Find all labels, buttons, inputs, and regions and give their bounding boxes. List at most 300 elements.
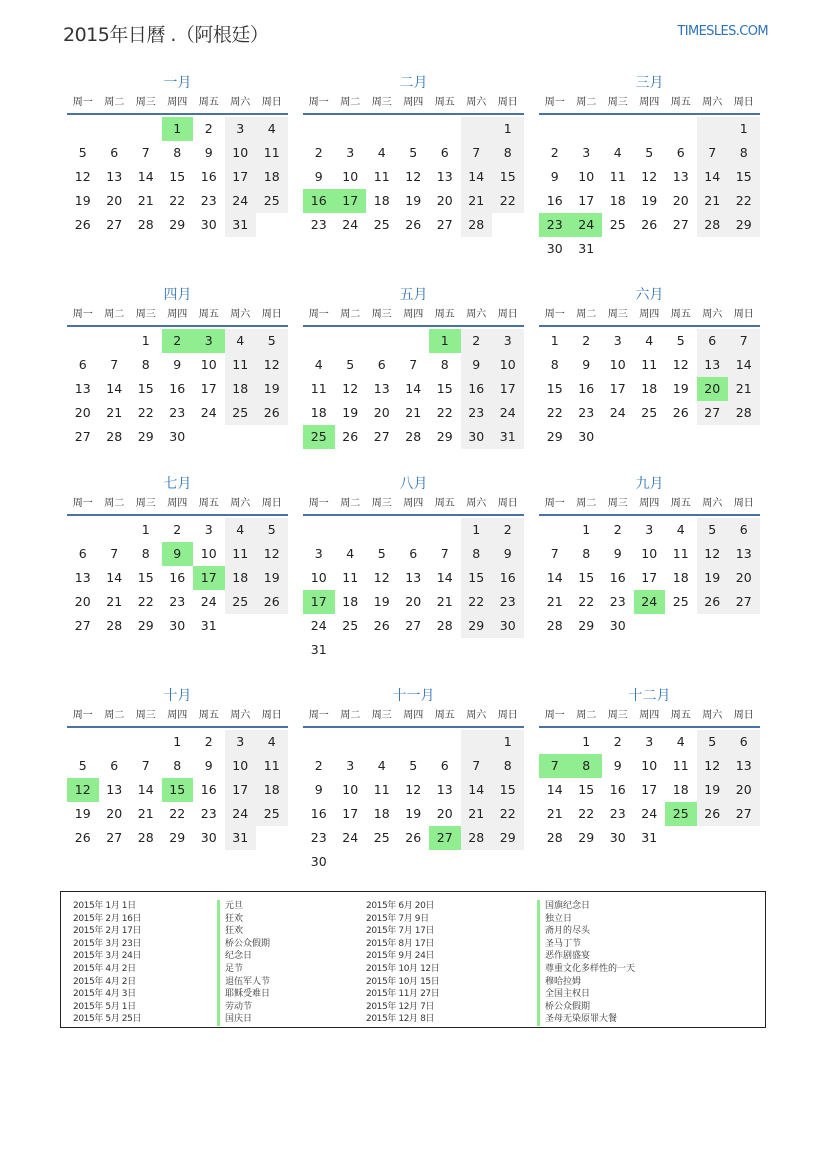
weekday-label: 周五 <box>434 309 455 320</box>
holiday-name: 狂欢 <box>225 913 244 924</box>
empty-cell <box>429 518 461 542</box>
day-cell: 5 <box>256 329 288 353</box>
empty-cell <box>539 730 571 754</box>
month-calendar <box>303 474 524 662</box>
day-cell: 5 <box>78 145 87 160</box>
day-cell: 18 <box>256 778 288 802</box>
day-cell: 26 <box>697 590 729 614</box>
day-cell: 3 <box>225 730 257 754</box>
day-cell: 4 <box>377 758 386 773</box>
day-cell: 14 <box>137 782 154 797</box>
holiday-name: 恶作剧盛宴 <box>545 951 591 962</box>
weekday-label: 周日 <box>733 498 754 509</box>
weekday-label: 周三 <box>135 309 156 320</box>
holiday-name: 纪念日 <box>225 951 253 962</box>
weekday-label: 周一 <box>72 498 93 509</box>
holiday-date: 2015年 3月 24日 <box>73 951 142 962</box>
empty-cell <box>335 730 367 754</box>
day-cell: 27 <box>672 217 689 232</box>
day-cell: 29 <box>728 213 760 237</box>
weekday-label: 周五 <box>434 498 455 509</box>
day-cell: 13 <box>74 570 91 585</box>
day-cell: 31 <box>225 826 257 850</box>
weekday-label: 周五 <box>670 498 691 509</box>
empty-cell <box>429 730 461 754</box>
day-cell: 29 <box>169 217 186 232</box>
month-calendar <box>539 285 760 449</box>
day-cell: 11 <box>373 169 390 184</box>
day-cell: 11 <box>225 353 257 377</box>
month-title: 十一月 <box>392 688 435 704</box>
day-cell: 29 <box>137 618 154 633</box>
day-cell: 22 <box>169 806 186 821</box>
day-cell: 31 <box>578 241 595 256</box>
day-cell: 21 <box>106 405 123 420</box>
empty-cell <box>398 117 430 141</box>
day-cell: 3 <box>346 758 355 773</box>
empty-cell <box>335 518 367 542</box>
holiday-name: 独立日 <box>545 913 573 924</box>
holiday-name: 圣马丁节 <box>545 938 582 949</box>
weekday-label: 周四 <box>403 498 424 509</box>
day-cell: 17 <box>200 381 217 396</box>
weekday-label: 周二 <box>104 498 125 509</box>
holiday-day-cell: 24 <box>571 213 603 237</box>
day-cell: 28 <box>728 401 760 425</box>
holiday-day-cell: 17 <box>193 566 225 590</box>
holiday-name: 尊重文化多样性的一天 <box>545 963 636 974</box>
day-cell: 22 <box>137 594 154 609</box>
day-cell: 26 <box>641 217 658 232</box>
weekday-label: 周四 <box>639 97 660 108</box>
days-grid <box>303 516 524 662</box>
day-cell: 15 <box>137 381 154 396</box>
day-cell: 21 <box>728 377 760 401</box>
day-cell: 5 <box>377 546 386 561</box>
holiday-name: 圣母无染原罪大餐 <box>545 1014 618 1025</box>
day-cell: 8 <box>492 141 524 165</box>
day-cell: 11 <box>256 754 288 778</box>
day-cell: 23 <box>492 590 524 614</box>
day-cell: 18 <box>672 570 689 585</box>
day-cell: 19 <box>697 566 729 590</box>
holiday-day-cell: 16 <box>303 189 335 213</box>
day-cell: 16 <box>492 566 524 590</box>
day-cell: 12 <box>672 357 689 372</box>
day-cell: 28 <box>546 830 563 845</box>
day-cell: 27 <box>74 618 91 633</box>
day-cell: 18 <box>256 165 288 189</box>
day-cell: 17 <box>609 381 626 396</box>
day-cell: 23 <box>461 401 493 425</box>
weekday-header <box>539 93 760 115</box>
weekday-label: 周二 <box>104 97 125 108</box>
day-cell: 19 <box>405 193 422 208</box>
day-cell: 25 <box>342 618 359 633</box>
holiday-date: 2015年 10月 15日 <box>366 976 440 987</box>
day-cell: 25 <box>256 802 288 826</box>
day-cell: 20 <box>405 594 422 609</box>
day-cell: 9 <box>314 782 323 797</box>
day-cell: 23 <box>310 217 327 232</box>
holiday-day-cell: 1 <box>429 329 461 353</box>
page-title: 2015年日曆 .（阿根廷） <box>63 24 269 46</box>
month-calendar <box>67 73 288 237</box>
empty-cell <box>398 518 430 542</box>
holiday-day-cell: 7 <box>539 754 571 778</box>
empty-cell <box>697 117 729 141</box>
day-cell: 13 <box>436 169 453 184</box>
day-cell: 3 <box>346 145 355 160</box>
weekday-label: 周一 <box>72 710 93 721</box>
day-cell: 23 <box>609 594 626 609</box>
weekday-label: 周六 <box>230 309 251 320</box>
holiday-date: 2015年 1月 1日 <box>73 901 136 911</box>
day-cell: 17 <box>225 165 257 189</box>
empty-cell <box>303 117 335 141</box>
empty-cell <box>634 117 666 141</box>
holiday-day-cell: 25 <box>303 425 335 449</box>
day-cell: 15 <box>546 381 563 396</box>
day-cell: 5 <box>409 145 418 160</box>
day-cell: 30 <box>609 618 626 633</box>
weekday-label: 周一 <box>544 309 565 320</box>
holiday-dates-right <box>366 900 439 1026</box>
weekday-header <box>67 93 288 115</box>
weekday-label: 周四 <box>403 97 424 108</box>
day-cell: 3 <box>492 329 524 353</box>
day-cell: 31 <box>225 213 257 237</box>
holiday-date: 2015年 5月 1日 <box>73 1001 136 1012</box>
empty-cell <box>366 518 398 542</box>
weekday-label: 周一 <box>72 309 93 320</box>
day-cell: 1 <box>582 734 591 749</box>
weekday-label: 周三 <box>371 498 392 509</box>
day-cell: 15 <box>137 570 154 585</box>
day-cell: 4 <box>645 333 654 348</box>
day-cell: 18 <box>310 405 327 420</box>
day-cell: 19 <box>641 193 658 208</box>
day-cell: 4 <box>346 546 355 561</box>
day-cell: 9 <box>550 169 559 184</box>
day-cell: 8 <box>492 754 524 778</box>
day-cell: 22 <box>546 405 563 420</box>
weekday-label: 周六 <box>702 309 723 320</box>
empty-cell <box>99 730 131 754</box>
day-cell: 23 <box>578 405 595 420</box>
holiday-date: 2015年 12月 8日 <box>366 1014 435 1025</box>
holiday-date: 2015年 7月 9日 <box>366 913 429 924</box>
month-calendar <box>539 73 760 261</box>
day-cell: 4 <box>225 518 257 542</box>
day-cell: 26 <box>256 590 288 614</box>
weekday-label: 周三 <box>607 97 628 108</box>
site-link[interactable]: TIMESLES.COM <box>677 24 768 39</box>
day-cell: 16 <box>546 193 563 208</box>
day-cell: 29 <box>169 830 186 845</box>
day-cell: 14 <box>728 353 760 377</box>
day-cell: 3 <box>613 333 622 348</box>
day-cell: 19 <box>697 778 729 802</box>
weekday-label: 周一 <box>308 498 329 509</box>
day-cell: 18 <box>373 806 390 821</box>
day-cell: 2 <box>550 145 559 160</box>
day-cell: 13 <box>436 782 453 797</box>
day-cell: 23 <box>310 830 327 845</box>
day-cell: 17 <box>342 806 359 821</box>
day-cell: 21 <box>106 594 123 609</box>
day-cell: 14 <box>461 165 493 189</box>
day-cell: 26 <box>697 802 729 826</box>
weekday-label: 周三 <box>607 710 628 721</box>
day-cell: 24 <box>200 405 217 420</box>
day-cell: 1 <box>141 522 150 537</box>
day-cell: 24 <box>641 806 658 821</box>
holiday-day-cell: 25 <box>665 802 697 826</box>
weekday-label: 周四 <box>167 309 188 320</box>
empty-cell <box>303 518 335 542</box>
day-cell: 23 <box>609 806 626 821</box>
day-cell: 12 <box>405 169 422 184</box>
empty-cell <box>539 518 571 542</box>
day-cell: 23 <box>169 405 186 420</box>
day-cell: 11 <box>641 357 658 372</box>
day-cell: 20 <box>728 778 760 802</box>
day-cell: 4 <box>256 117 288 141</box>
day-cell: 21 <box>546 594 563 609</box>
day-cell: 26 <box>405 830 422 845</box>
empty-cell <box>539 117 571 141</box>
day-cell: 28 <box>461 213 493 237</box>
weekday-label: 周三 <box>371 97 392 108</box>
day-cell: 30 <box>546 241 563 256</box>
day-cell: 6 <box>377 357 386 372</box>
holiday-name: 足节 <box>225 963 244 974</box>
holiday-name: 元旦 <box>225 901 244 911</box>
day-cell: 6 <box>440 145 449 160</box>
day-cell: 2 <box>204 121 213 136</box>
empty-cell <box>303 329 335 353</box>
weekday-label: 周三 <box>135 710 156 721</box>
weekday-label: 周二 <box>340 97 361 108</box>
holiday-date: 2015年 7月 17日 <box>366 926 435 937</box>
day-cell: 25 <box>609 217 626 232</box>
weekday-label: 周日 <box>497 498 518 509</box>
day-cell: 18 <box>672 782 689 797</box>
day-cell: 25 <box>256 189 288 213</box>
day-cell: 19 <box>342 405 359 420</box>
day-cell: 23 <box>200 806 217 821</box>
weekday-label: 周三 <box>371 710 392 721</box>
day-cell: 11 <box>310 381 327 396</box>
weekday-label: 周日 <box>261 309 282 320</box>
day-cell: 1 <box>728 117 760 141</box>
day-cell: 9 <box>314 169 323 184</box>
holiday-name: 耶稣受难日 <box>225 989 271 1000</box>
empty-cell <box>461 117 493 141</box>
holiday-day-cell: 2 <box>162 329 194 353</box>
day-cell: 9 <box>492 542 524 566</box>
days-grid <box>303 115 524 237</box>
day-cell: 1 <box>461 518 493 542</box>
holiday-day-cell: 15 <box>162 778 194 802</box>
day-cell: 9 <box>461 353 493 377</box>
day-cell: 6 <box>78 546 87 561</box>
day-cell: 27 <box>436 217 453 232</box>
day-cell: 31 <box>492 425 524 449</box>
weekday-label: 周五 <box>198 309 219 320</box>
weekday-label: 周一 <box>308 309 329 320</box>
day-cell: 18 <box>342 594 359 609</box>
day-cell: 14 <box>461 778 493 802</box>
day-cell: 28 <box>137 830 154 845</box>
day-cell: 22 <box>169 193 186 208</box>
day-cell: 13 <box>728 542 760 566</box>
weekday-label: 周五 <box>670 710 691 721</box>
weekday-header <box>539 494 760 516</box>
day-cell: 15 <box>436 381 453 396</box>
holiday-date: 2015年 6月 20日 <box>366 901 435 911</box>
holiday-name: 狂欢 <box>225 926 244 937</box>
weekday-header <box>67 305 288 327</box>
month-calendar <box>303 686 524 874</box>
holiday-names-right <box>537 900 635 1026</box>
empty-cell <box>67 518 99 542</box>
day-cell: 20 <box>436 806 453 821</box>
day-cell: 4 <box>256 730 288 754</box>
holiday-day-cell: 17 <box>303 590 335 614</box>
empty-cell <box>602 117 634 141</box>
day-cell: 26 <box>342 429 359 444</box>
weekday-label: 周六 <box>702 97 723 108</box>
day-cell: 27 <box>106 217 123 232</box>
weekday-label: 周六 <box>466 309 487 320</box>
days-grid <box>67 516 288 638</box>
day-cell: 13 <box>405 570 422 585</box>
day-cell: 19 <box>405 806 422 821</box>
day-cell: 17 <box>225 778 257 802</box>
day-cell: 30 <box>310 854 327 869</box>
day-cell: 5 <box>78 758 87 773</box>
day-cell: 5 <box>676 333 685 348</box>
day-cell: 30 <box>461 425 493 449</box>
day-cell: 28 <box>546 618 563 633</box>
weekday-header <box>303 305 524 327</box>
day-cell: 6 <box>697 329 729 353</box>
day-cell: 31 <box>310 642 327 657</box>
day-cell: 21 <box>461 189 493 213</box>
day-cell: 3 <box>204 522 213 537</box>
day-cell: 25 <box>225 590 257 614</box>
empty-cell <box>130 730 162 754</box>
day-cell: 29 <box>436 429 453 444</box>
day-cell: 10 <box>609 357 626 372</box>
empty-cell <box>99 117 131 141</box>
weekday-label: 周一 <box>72 97 93 108</box>
day-cell: 12 <box>697 542 729 566</box>
day-cell: 20 <box>74 405 91 420</box>
day-cell: 8 <box>550 357 559 372</box>
day-cell: 7 <box>550 546 559 561</box>
day-cell: 4 <box>314 357 323 372</box>
day-cell: 22 <box>492 802 524 826</box>
holiday-date: 2015年 2月 16日 <box>73 913 142 924</box>
day-cell: 7 <box>409 357 418 372</box>
holiday-date: 2015年 10月 12日 <box>366 963 440 974</box>
day-cell: 16 <box>609 570 626 585</box>
days-grid <box>539 516 760 638</box>
empty-cell <box>130 117 162 141</box>
day-cell: 29 <box>137 429 154 444</box>
weekday-label: 周二 <box>576 97 597 108</box>
holiday-name: 国庆日 <box>225 1014 253 1025</box>
day-cell: 20 <box>436 193 453 208</box>
day-cell: 18 <box>373 193 390 208</box>
day-cell: 14 <box>405 381 422 396</box>
day-cell: 17 <box>641 782 658 797</box>
weekday-label: 周三 <box>607 309 628 320</box>
weekday-label: 周六 <box>702 498 723 509</box>
holiday-date: 2015年 4月 2日 <box>73 976 136 987</box>
day-cell: 15 <box>492 165 524 189</box>
day-cell: 2 <box>314 758 323 773</box>
day-cell: 14 <box>546 782 563 797</box>
day-cell: 28 <box>106 618 123 633</box>
day-cell: 1 <box>173 734 182 749</box>
day-cell: 20 <box>74 594 91 609</box>
holiday-date: 2015年 11月 27日 <box>366 989 440 1000</box>
weekday-label: 周日 <box>497 710 518 721</box>
day-cell: 21 <box>405 405 422 420</box>
day-cell: 27 <box>373 429 390 444</box>
month-title: 十二月 <box>628 688 671 704</box>
day-cell: 15 <box>578 570 595 585</box>
empty-cell <box>303 730 335 754</box>
day-cell: 3 <box>225 117 257 141</box>
holiday-name: 劳动节 <box>225 1001 253 1012</box>
day-cell: 2 <box>582 333 591 348</box>
weekday-label: 周四 <box>639 498 660 509</box>
weekday-label: 周六 <box>702 710 723 721</box>
day-cell: 7 <box>110 357 119 372</box>
day-cell: 21 <box>137 806 154 821</box>
day-cell: 21 <box>461 802 493 826</box>
day-cell: 24 <box>225 189 257 213</box>
day-cell: 24 <box>342 217 359 232</box>
day-cell: 3 <box>314 546 323 561</box>
day-cell: 11 <box>373 782 390 797</box>
day-cell: 15 <box>578 782 595 797</box>
day-cell: 1 <box>492 730 524 754</box>
day-cell: 15 <box>169 169 186 184</box>
day-cell: 25 <box>672 594 689 609</box>
holiday-day-cell: 17 <box>335 189 367 213</box>
day-cell: 9 <box>613 758 622 773</box>
day-cell: 6 <box>728 518 760 542</box>
month-title: 九月 <box>635 476 664 492</box>
day-cell: 13 <box>728 754 760 778</box>
day-cell: 11 <box>256 141 288 165</box>
day-cell: 10 <box>310 570 327 585</box>
day-cell: 13 <box>106 782 123 797</box>
day-cell: 8 <box>141 357 150 372</box>
day-cell: 16 <box>200 169 217 184</box>
holiday-day-cell: 24 <box>634 590 666 614</box>
days-grid <box>67 728 288 850</box>
day-cell: 3 <box>645 734 654 749</box>
weekday-label: 周四 <box>167 97 188 108</box>
day-cell: 20 <box>106 193 123 208</box>
